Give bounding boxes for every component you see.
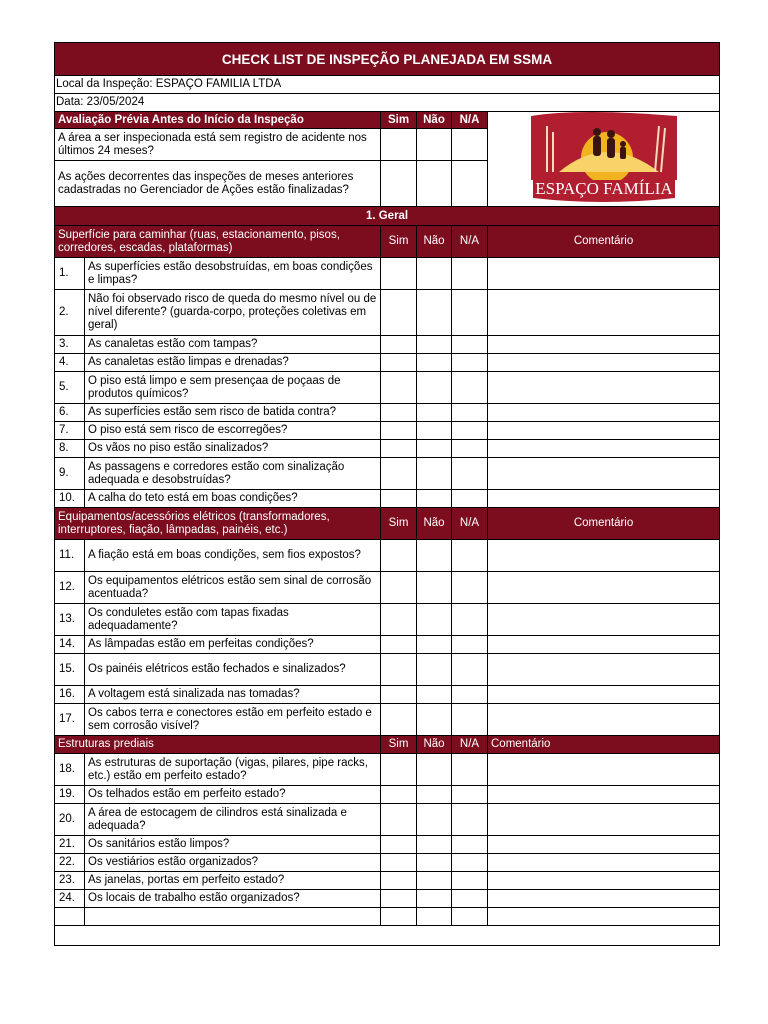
item-nao-cell[interactable] [417,540,452,572]
item-nao-cell[interactable] [417,804,452,836]
section-estruturas [55,736,720,908]
item-question: Os locais de trabalho estão organizados? [85,890,381,908]
item-number: 17. [55,704,85,736]
item-na-cell[interactable] [452,636,488,654]
eletricos-col-nao: Não [417,508,452,540]
item-question: Os painéis elétricos estão fechados e sinalizados? [85,654,381,686]
previa-header: Avaliação Prévia Antes do Início da Inspeção [55,112,381,129]
estruturas-col-nao: Não [417,736,452,754]
item-question: Os cabos terra e conectores estão em perfeito estado e sem corrosão visível? [85,704,381,736]
table-row [55,786,720,804]
item-question: A fiação está em boas condições, sem fios expostos? [85,540,381,572]
item-number: 15. [55,654,85,686]
item-question: Não foi observado risco de queda do mesmo nível ou de nível diferente? (guarda-corpo, proteções coletivas em geral) [85,290,381,336]
item-na-cell[interactable] [452,336,488,354]
item-nao-cell[interactable] [417,422,452,440]
checklist-table [54,42,720,946]
item-na-cell[interactable] [452,490,488,508]
item-sim-cell[interactable] [381,836,417,854]
item-nao-cell[interactable] [417,754,452,786]
item-na-cell[interactable] [452,404,488,422]
item-number: 1. [55,258,85,290]
eletricos-col-sim: Sim [381,508,417,540]
item-comentario-cell[interactable] [488,572,720,604]
logo-text: ESPAÇO FAMÍLIA [534,179,673,198]
item-sim-cell[interactable] [381,440,417,458]
table-row [55,440,720,458]
item-comentario-cell[interactable] [488,372,720,404]
item-na-cell[interactable] [452,354,488,372]
footer-blank-row [55,926,720,946]
item-sim-cell[interactable] [381,354,417,372]
item-sim-cell[interactable] [381,804,417,836]
eletricos-col-na: N/A [452,508,488,540]
item-question: Os equipamentos elétricos estão sem sinal de corrosão acentuada? [85,572,381,604]
item-number: 3. [55,336,85,354]
item-question: As janelas, portas em perfeito estado? [85,872,381,890]
eletricos-header: Equipamentos/acessórios elétricos (transformadores, interruptores, fiação, lâmpadas, painéis, etc.) [55,508,381,540]
logo-cell [488,112,720,207]
previa-q2-na[interactable] [452,161,488,207]
item-sim-cell[interactable] [381,290,417,336]
item-nao-cell[interactable] [417,354,452,372]
table-row [55,490,720,508]
item-na-cell[interactable] [452,372,488,404]
item-sim-cell[interactable] [381,686,417,704]
table-row [55,636,720,654]
item-sim-cell[interactable] [381,754,417,786]
item-na-cell[interactable] [452,572,488,604]
item-comentario-cell[interactable] [488,290,720,336]
blank-sim[interactable] [381,908,417,926]
item-nao-cell[interactable] [417,490,452,508]
item-comentario-cell[interactable] [488,422,720,440]
item-number: 10. [55,490,85,508]
item-number: 12. [55,572,85,604]
previa-q1-sim[interactable] [381,129,417,161]
item-nao-cell[interactable] [417,654,452,686]
item-comentario-cell[interactable] [488,836,720,854]
item-na-cell[interactable] [452,704,488,736]
data-inspecao: Data: 23/05/2024 [55,94,720,112]
item-sim-cell[interactable] [381,572,417,604]
item-nao-cell[interactable] [417,872,452,890]
item-nao-cell[interactable] [417,404,452,422]
item-number: 18. [55,754,85,786]
item-question: O piso está sem risco de escorregões? [85,422,381,440]
blank-question [85,908,381,926]
item-nao-cell[interactable] [417,572,452,604]
section-eletricos [55,508,720,736]
item-na-cell[interactable] [452,422,488,440]
item-na-cell[interactable] [452,854,488,872]
item-na-cell[interactable] [452,872,488,890]
item-number: 22. [55,854,85,872]
item-sim-cell[interactable] [381,872,417,890]
item-question: As canaletas estão limpas e drenadas? [85,354,381,372]
checklist-sheet [54,42,719,946]
item-na-cell[interactable] [452,804,488,836]
item-na-cell[interactable] [452,540,488,572]
superficie-col-comentario: Comentário [488,226,720,258]
item-number: 23. [55,872,85,890]
item-sim-cell[interactable] [381,654,417,686]
item-comentario-cell[interactable] [488,804,720,836]
item-question: As passagens e corredores estão com sinalização adequada e desobstruídas? [85,458,381,490]
item-sim-cell[interactable] [381,422,417,440]
table-row [55,540,720,572]
item-comentario-cell[interactable] [488,654,720,686]
item-number: 16. [55,686,85,704]
col-nao: Não [417,112,452,129]
item-nao-cell[interactable] [417,786,452,804]
table-row [55,458,720,490]
item-comentario-cell[interactable] [488,704,720,736]
item-comentario-cell[interactable] [488,540,720,572]
item-nao-cell[interactable] [417,290,452,336]
table-row [55,336,720,354]
item-sim-cell[interactable] [381,258,417,290]
previa-q1-na[interactable] [452,129,488,161]
item-question: As superfícies estão sem risco de batida contra? [85,404,381,422]
item-nao-cell[interactable] [417,458,452,490]
superficie-col-sim: Sim [381,226,417,258]
item-na-cell[interactable] [452,754,488,786]
item-comentario-cell[interactable] [488,258,720,290]
table-row [55,422,720,440]
item-comentario-cell[interactable] [488,872,720,890]
table-row [55,258,720,290]
blank-num [55,908,85,926]
table-row [55,654,720,686]
section-superficie [55,226,720,508]
item-comentario-cell[interactable] [488,440,720,458]
item-number: 20. [55,804,85,836]
item-number: 13. [55,604,85,636]
item-question: Os telhados estão em perfeito estado? [85,786,381,804]
checklist-title: CHECK LIST DE INSPEÇÃO PLANEJADA EM SSMA [55,43,720,76]
item-nao-cell[interactable] [417,704,452,736]
col-na: N/A [452,112,488,129]
item-sim-cell[interactable] [381,890,417,908]
table-row [55,604,720,636]
col-sim: Sim [381,112,417,129]
table-row [55,872,720,890]
item-na-cell[interactable] [452,258,488,290]
item-question: Os sanitários estão limpos? [85,836,381,854]
item-sim-cell[interactable] [381,704,417,736]
item-na-cell[interactable] [452,604,488,636]
estruturas-col-comentario: Comentário [488,736,720,754]
item-question: O piso está limpo e sem presençaa de poçaas de produtos químicos? [85,372,381,404]
item-sim-cell[interactable] [381,458,417,490]
item-comentario-cell[interactable] [488,890,720,908]
item-question: As estruturas de suportação (vigas, pilares, pipe racks, etc.) estão em perfeito estado? [85,754,381,786]
item-na-cell[interactable] [452,686,488,704]
item-comentario-cell[interactable] [488,354,720,372]
table-row [55,854,720,872]
item-comentario-cell[interactable] [488,754,720,786]
item-number: 19. [55,786,85,804]
estruturas-header: Estruturas prediais [55,736,381,754]
item-sim-cell[interactable] [381,854,417,872]
item-question: A voltagem está sinalizada nas tomadas? [85,686,381,704]
item-comentario-cell[interactable] [488,336,720,354]
item-number: 7. [55,422,85,440]
previa-q2-sim[interactable] [381,161,417,207]
blank-comentario[interactable] [488,908,720,926]
table-row [55,704,720,736]
table-row [55,572,720,604]
item-sim-cell[interactable] [381,636,417,654]
item-nao-cell[interactable] [417,440,452,458]
section-geral: 1. Geral [55,207,720,226]
table-row [55,890,720,908]
item-nao-cell[interactable] [417,836,452,854]
item-nao-cell[interactable] [417,372,452,404]
item-na-cell[interactable] [452,654,488,686]
item-nao-cell[interactable] [417,636,452,654]
item-number: 14. [55,636,85,654]
item-number: 4. [55,354,85,372]
item-number: 11. [55,540,85,572]
item-nao-cell[interactable] [417,336,452,354]
item-comentario-cell[interactable] [488,404,720,422]
previa-q1-nao[interactable] [417,129,452,161]
item-nao-cell[interactable] [417,258,452,290]
item-na-cell[interactable] [452,290,488,336]
item-comentario-cell[interactable] [488,786,720,804]
item-sim-cell[interactable] [381,372,417,404]
item-question: A calha do teto está em boas condições? [85,490,381,508]
table-row [55,404,720,422]
eletricos-col-comentario: Comentário [488,508,720,540]
item-sim-cell[interactable] [381,404,417,422]
item-na-cell[interactable] [452,786,488,804]
item-number: 24. [55,890,85,908]
table-row [55,290,720,336]
item-question: Os vãos no piso estão sinalizados? [85,440,381,458]
table-row [55,754,720,786]
item-sim-cell[interactable] [381,336,417,354]
item-number: 5. [55,372,85,404]
item-na-cell[interactable] [452,440,488,458]
item-comentario-cell[interactable] [488,490,720,508]
table-row [55,804,720,836]
item-question: Os vestiários estão organizados? [85,854,381,872]
item-sim-cell[interactable] [381,540,417,572]
table-row [55,686,720,704]
item-nao-cell[interactable] [417,890,452,908]
item-comentario-cell[interactable] [488,686,720,704]
item-comentario-cell[interactable] [488,854,720,872]
blank-nao[interactable] [417,908,452,926]
item-sim-cell[interactable] [381,604,417,636]
estruturas-col-na: N/A [452,736,488,754]
item-sim-cell[interactable] [381,786,417,804]
item-question: As lâmpadas estão em perfeitas condições? [85,636,381,654]
estruturas-col-sim: Sim [381,736,417,754]
table-row [55,836,720,854]
item-number: 8. [55,440,85,458]
blank-na[interactable] [452,908,488,926]
table-row [55,372,720,404]
previa-q2-nao[interactable] [417,161,452,207]
item-number: 21. [55,836,85,854]
espaco-familia-logo [519,112,689,206]
superficie-col-nao: Não [417,226,452,258]
item-nao-cell[interactable] [417,604,452,636]
superficie-col-na: N/A [452,226,488,258]
superficie-header: Superfície para caminhar (ruas, estacionamento, pisos, corredores, escadas, plataformas) [55,226,381,258]
item-comentario-cell[interactable] [488,604,720,636]
local-inspecao: Local da Inspeção: ESPAÇO FAMILIA LTDA [55,76,720,94]
previa-q2: As ações decorrentes das inspeções de meses anteriores cadastradas no Gerenciador de Ações estão finalizadas? [55,161,381,207]
item-na-cell[interactable] [452,890,488,908]
item-comentario-cell[interactable] [488,458,720,490]
item-number: 2. [55,290,85,336]
item-nao-cell[interactable] [417,854,452,872]
item-comentario-cell[interactable] [488,636,720,654]
item-sim-cell[interactable] [381,490,417,508]
item-question: A área de estocagem de cilindros está sinalizada e adequada? [85,804,381,836]
previa-q1: A área a ser inspecionada está sem registro de acidente nos últimos 24 meses? [55,129,381,161]
item-nao-cell[interactable] [417,686,452,704]
item-number: 6. [55,404,85,422]
item-number: 9. [55,458,85,490]
item-question: As superfícies estão desobstruídas, em boas condições e limpas? [85,258,381,290]
item-question: Os conduletes estão com tapas fixadas adequadamente? [85,604,381,636]
item-question: As canaletas estão com tampas? [85,336,381,354]
table-row [55,354,720,372]
item-na-cell[interactable] [452,458,488,490]
item-na-cell[interactable] [452,836,488,854]
